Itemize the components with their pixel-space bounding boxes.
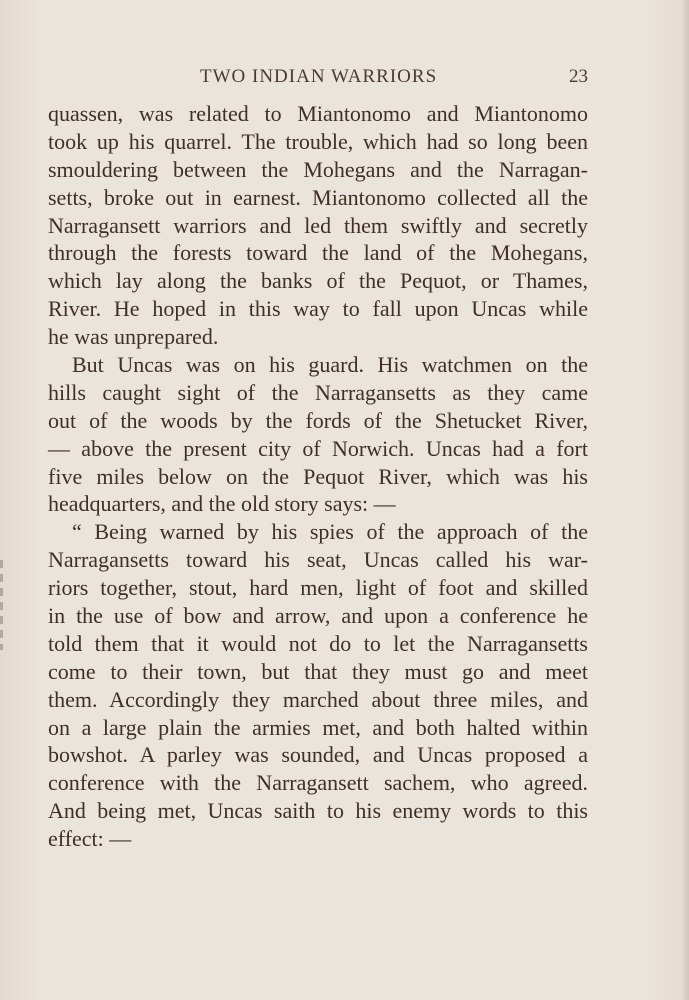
text-line: River. He hoped in this way to fall upon Uncas while bbox=[48, 296, 588, 322]
text-line: in the use of bow and arrow, and upon a conference he bbox=[48, 603, 588, 629]
text-line: “ Being warned by his spies of the approach of the bbox=[72, 519, 588, 545]
text-line: out of the woods by the fords of the Shetucket River, bbox=[48, 407, 588, 433]
body-text bbox=[48, 100, 588, 853]
text-line: conference with the Narragansett sachem, who agreed. bbox=[48, 770, 588, 796]
page-edge-shadow bbox=[681, 0, 689, 1000]
text-line: told them that it would not do to let the Narragansetts bbox=[48, 630, 588, 656]
text-line: five miles below on the Pequot River, which was his bbox=[48, 463, 588, 489]
text-line: headquarters, and the old story says: — bbox=[48, 491, 396, 517]
running-head bbox=[48, 66, 588, 94]
text-line: quassen, was related to Miantonomo and Miantonomo bbox=[48, 101, 588, 126]
text-line: bowshot. A parley was sounded, and Uncas proposed a bbox=[48, 742, 588, 768]
text-line: hills caught sight of the Narragansetts as they came bbox=[48, 379, 588, 405]
text-line: Narragansett warriors and led them swiftly and secretly bbox=[48, 212, 588, 238]
text-line: he was unprepared. bbox=[48, 324, 219, 350]
text-line: riors together, stout, hard men, light of foot and skilled bbox=[48, 575, 588, 601]
binding-edge bbox=[0, 560, 3, 650]
text-line: And being met, Uncas saith to his enemy words to this bbox=[48, 798, 588, 824]
text-line: Narragansetts toward his seat, Uncas called his war- bbox=[48, 547, 588, 573]
text-line: smouldering between the Mohegans and the Narragan- bbox=[48, 156, 588, 182]
running-title: TWO INDIAN WARRIORS bbox=[200, 66, 438, 87]
text-line: which lay along the banks of the Pequot, or Thames, bbox=[48, 268, 588, 294]
text-line: setts, broke out in earnest. Miantonomo collected all the bbox=[48, 184, 588, 210]
text-line: through the forests toward the land of the Mohegans, bbox=[48, 240, 588, 266]
text-line: effect: — bbox=[48, 826, 132, 852]
text-line: them. Accordingly they marched about three miles, and bbox=[48, 686, 588, 712]
text-line: took up his quarrel. The trouble, which had so long been bbox=[48, 128, 588, 154]
text-line: — above the present city of Norwich. Uncas had a fort bbox=[48, 435, 588, 461]
text-line: on a large plain the armies met, and both halted within bbox=[48, 714, 588, 740]
text-line: But Uncas was on his guard. His watchmen on the bbox=[72, 352, 588, 378]
page-number: 23 bbox=[569, 66, 588, 87]
text-line: come to their town, but that they must go and meet bbox=[48, 658, 588, 684]
